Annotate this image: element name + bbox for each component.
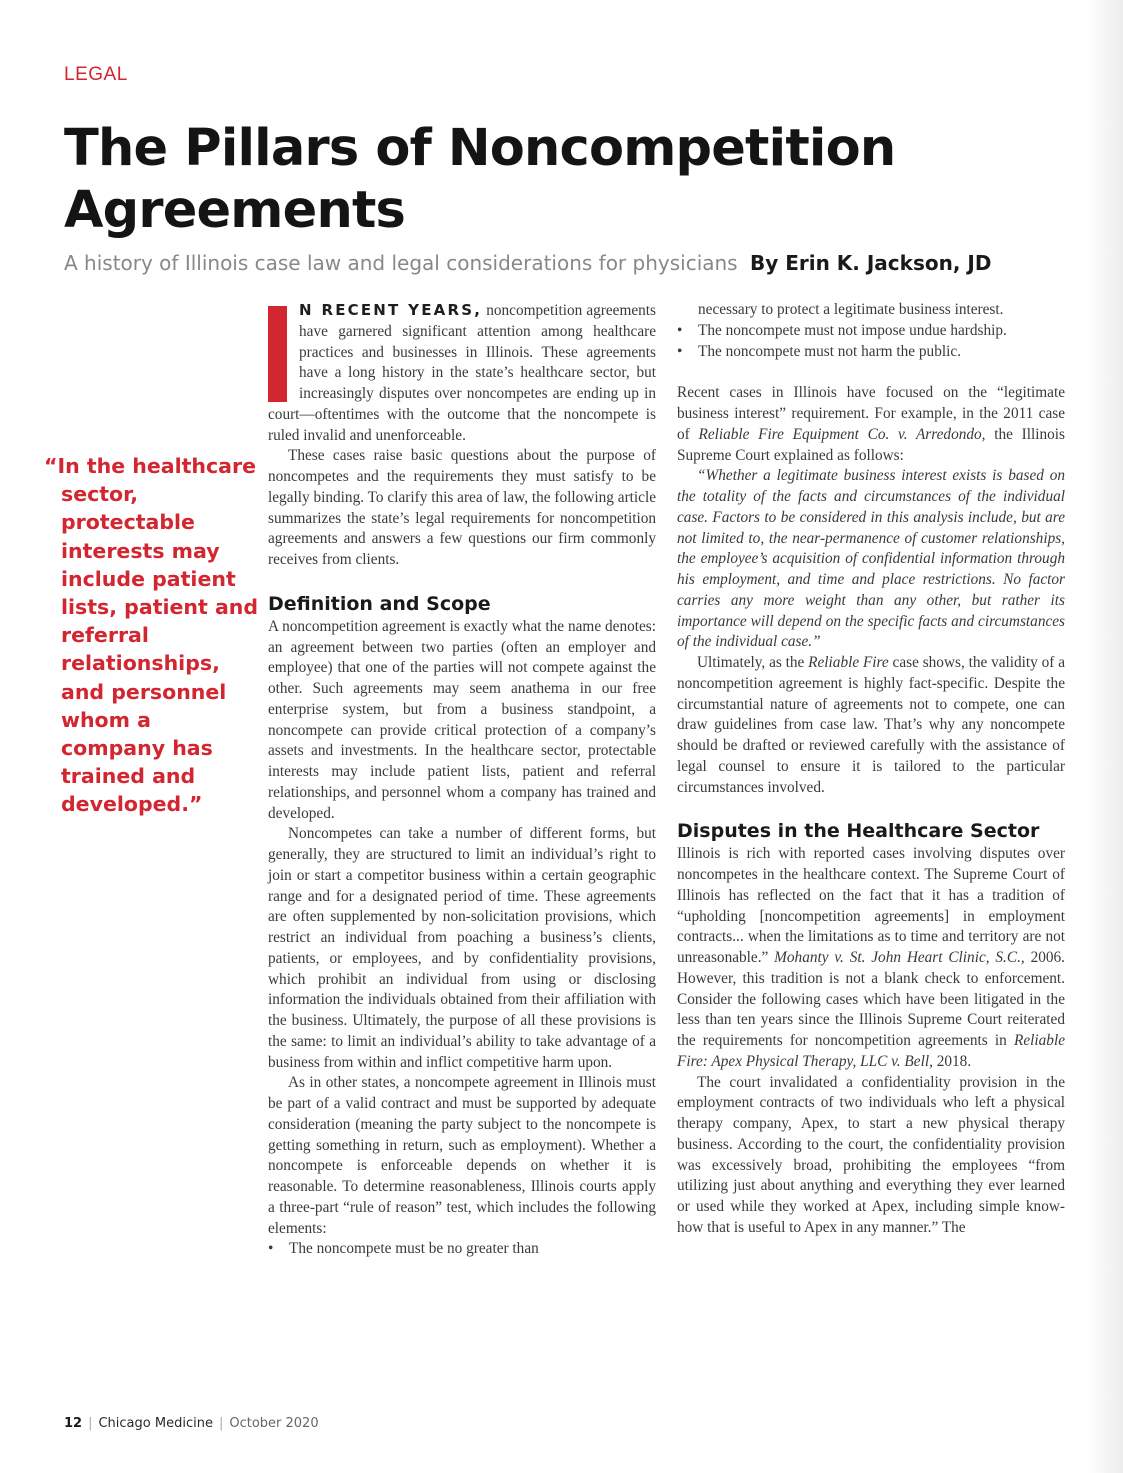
case-name: Reliable Fire Equipment Co. v. Arredondo, (698, 425, 986, 443)
section-heading-definition: Definition and Scope (268, 592, 491, 615)
list-item-continued: necessary to protect a legitimate business interest. (698, 301, 1004, 318)
body-paragraph: As in other states, a noncompete agreement in Illinois must be part of a valid contract and must be supported by adequate consideration (meaning the party subject to the noncompete is getting something in return, such as employment). Whether a noncompete is enforceable depends on whether it is reasonable. To determine reasonableness, Illinois courts apply a three-part “rule of reason” test, which includes the following elements: (268, 1074, 656, 1237)
article-byline: By Erin K. Jackson, JD (749, 251, 992, 275)
article-title: The Pillars of Noncompetition Agreements (64, 119, 896, 240)
page-number: 12 (64, 1416, 83, 1431)
section-heading-disputes: Disputes in the Healthcare Sector (677, 820, 1040, 843)
magazine-name: Chicago Medicine (98, 1416, 213, 1431)
case-name: Reliable Fire (808, 654, 889, 671)
body-column-left (268, 300, 656, 1260)
article-subtitle: A history of Illinois case law and legal considerations for physicians (64, 251, 738, 275)
body-paragraph: These cases raise basic questions about the purpose of noncompetes and the requirements they must satisfy to be legally binding. To clarify this area of law, the following article summarizes the state’s legal requirements for noncompetition agreements and answers a few questions our firm commonly receives from clients. (268, 447, 656, 568)
case-name: Mohanty v. St. John Heart Clinic, S.C., (774, 949, 1025, 966)
body-paragraph: Noncompetes can take a number of different forms, but generally, they are structured to limit an individual’s right to join or start a competitor business within a certain geographic range and for a designated period of time. These agreements are often supplemented by non-solicitation provisions, which restrict an individual from poaching a business’s clients, patients, or employees, and by confidentiality provisions, which prohibit an individual from using or disclosing information the individuals obtained from their affiliation with the business. Ultimately, the purpose of all these provisions is the same: to limit an individual’s ability to take advantage of a business from within and inflict competitive harm upon. (268, 825, 656, 1071)
subtitle-row (64, 248, 1064, 278)
list-item: • The noncompete must be no greater than (268, 1240, 539, 1258)
body-paragraph: A noncompetition agreement is exactly what the name denotes: an agreement between two parties (often an employer and employee) that one of the parties will not compete against the other. Such agreements may seem anathema in our free enterprise system, but from a business standpoint, a noncompete can provide critical protection of a company’s assets and investments. In the healthcare sector, protectable interests may include patient lists, patient and referral relationships, and personnel whom a company has trained and developed. (268, 617, 656, 822)
body-paragraph: Recent cases in Illinois have focused on the “legitimate business interest” requirement. For example, in the 2011 case of Reliable Fire Equipment Co. v. Arredondo, the Illinois Supreme Court explained as follows: (677, 384, 1065, 464)
issue-date: October 2020 (229, 1416, 319, 1431)
bullet-list (677, 300, 1065, 362)
page-footer (64, 1416, 319, 1431)
footer-separator: | (88, 1416, 93, 1431)
bullet-list (268, 1239, 656, 1260)
case-name: Reliable Fire: Apex Physical Therapy, LLC v. Bell, (677, 1032, 1065, 1070)
drop-cap-bar (268, 306, 287, 402)
body-paragraph: The court invalidated a confidentiality provision in the employment contracts of two individuals who left a physical therapy company, Apex, to start a new physical therapy business. According to the court, the confidentiality provision was excessively broad, prohibiting the employees “from utilizing just about anything and everything they ever learned or used while they worked at Apex, including simple know-how that is useful to Apex in any manner.” The (677, 1073, 1065, 1236)
intro-text: noncompetition agreements have garnered significant attention among healthcare practices and businesses in Illinois. These agreements have a long history in the state’s healthcare sector, but increasingly disputes over noncompetes are ending up in court—oftentimes with the outcome that the noncompete is ruled invalid and unenforceable. (268, 302, 656, 444)
court-quote: “Whether a legitimate business interest exists is based on the totality of the facts and circumstances of the individual case. Factors to be considered in this analysis include, but are not limited to, the near-permanence of customer relationships, the employee’s acquisition of confidential information through his employment, and time and place restrictions. No factor carries any more weight than any other, but rather its importance will depend on the specific facts and circumstances of the individual case.” (677, 467, 1065, 651)
body-paragraph: Illinois is rich with reported cases involving disputes over noncompetes in the healthcare context. The Supreme Court of Illinois has reflected on the fact that it has a tradition of “upholding [noncompetition agreements] in employment contracts... when the limitations as to time and territory are not unreasonable.” Mohanty v. St. John Heart Clinic, S.C., 2006. However, this tradition is not a blank check to enforcement. Consider the following cases which have been litigated in the less than ten years since the Illinois Supreme Court reiterated the requirements for noncompetition agreements in Reliable Fire: Apex Physical Therapy, LLC v. Bell, 2018. (677, 845, 1065, 1070)
footer-separator: | (218, 1416, 224, 1431)
lead-in-caps: N RECENT YEARS, (299, 301, 483, 319)
section-label: LEGAL (64, 64, 128, 85)
body-column-right (677, 300, 1065, 1239)
body-paragraph: Ultimately, as the Reliable Fire case shows, the validity of a noncompetition agreement is highly fact-specific. Despite the circumstantial nature of agreements not to compete, one can draw guidelines from case law. That’s why any noncompete should be drafted or reviewed carefully with the assistance of legal counsel to ensure it is tailored to the particular circumstances involved. (677, 654, 1066, 796)
list-item: • The noncompete must not harm the public. (677, 342, 961, 360)
pull-quote: “In the healthcare sector, protectable interests may include patient lists, patient and referral relationships, and personnel whom a company has trained and developed.” (44, 454, 259, 817)
page-edge-shadow (1089, 0, 1123, 1473)
list-item: • The noncompete must not impose undue hardship. (677, 321, 1007, 339)
intro-paragraph (268, 300, 656, 446)
